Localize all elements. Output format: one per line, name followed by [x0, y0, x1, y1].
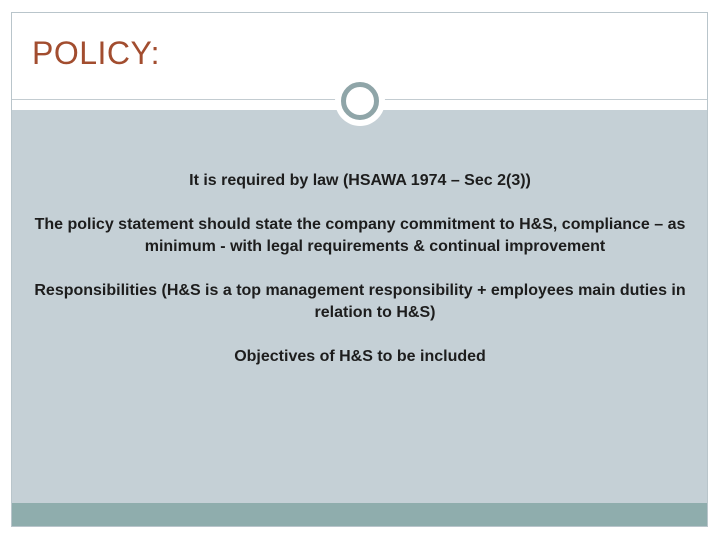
bullet-responsibilities: Responsibilities (H&S is a top management responsibility + employees main duties in relation to H&S) [34, 282, 686, 321]
bullet-objectives: Objectives of H&S to be included [234, 348, 486, 365]
slide-title: POLICY: [32, 35, 160, 71]
divider-ring-icon [341, 82, 379, 120]
footer-band [12, 503, 707, 526]
slide-body [30, 170, 690, 390]
bullet-policy-statement: The policy statement should state the company commitment to H&S, compliance – as minimum - with legal requirements & continual improvement [34, 216, 686, 255]
bullet-law: It is required by law (HSAWA 1974 – Sec 2(3)) [189, 172, 531, 189]
